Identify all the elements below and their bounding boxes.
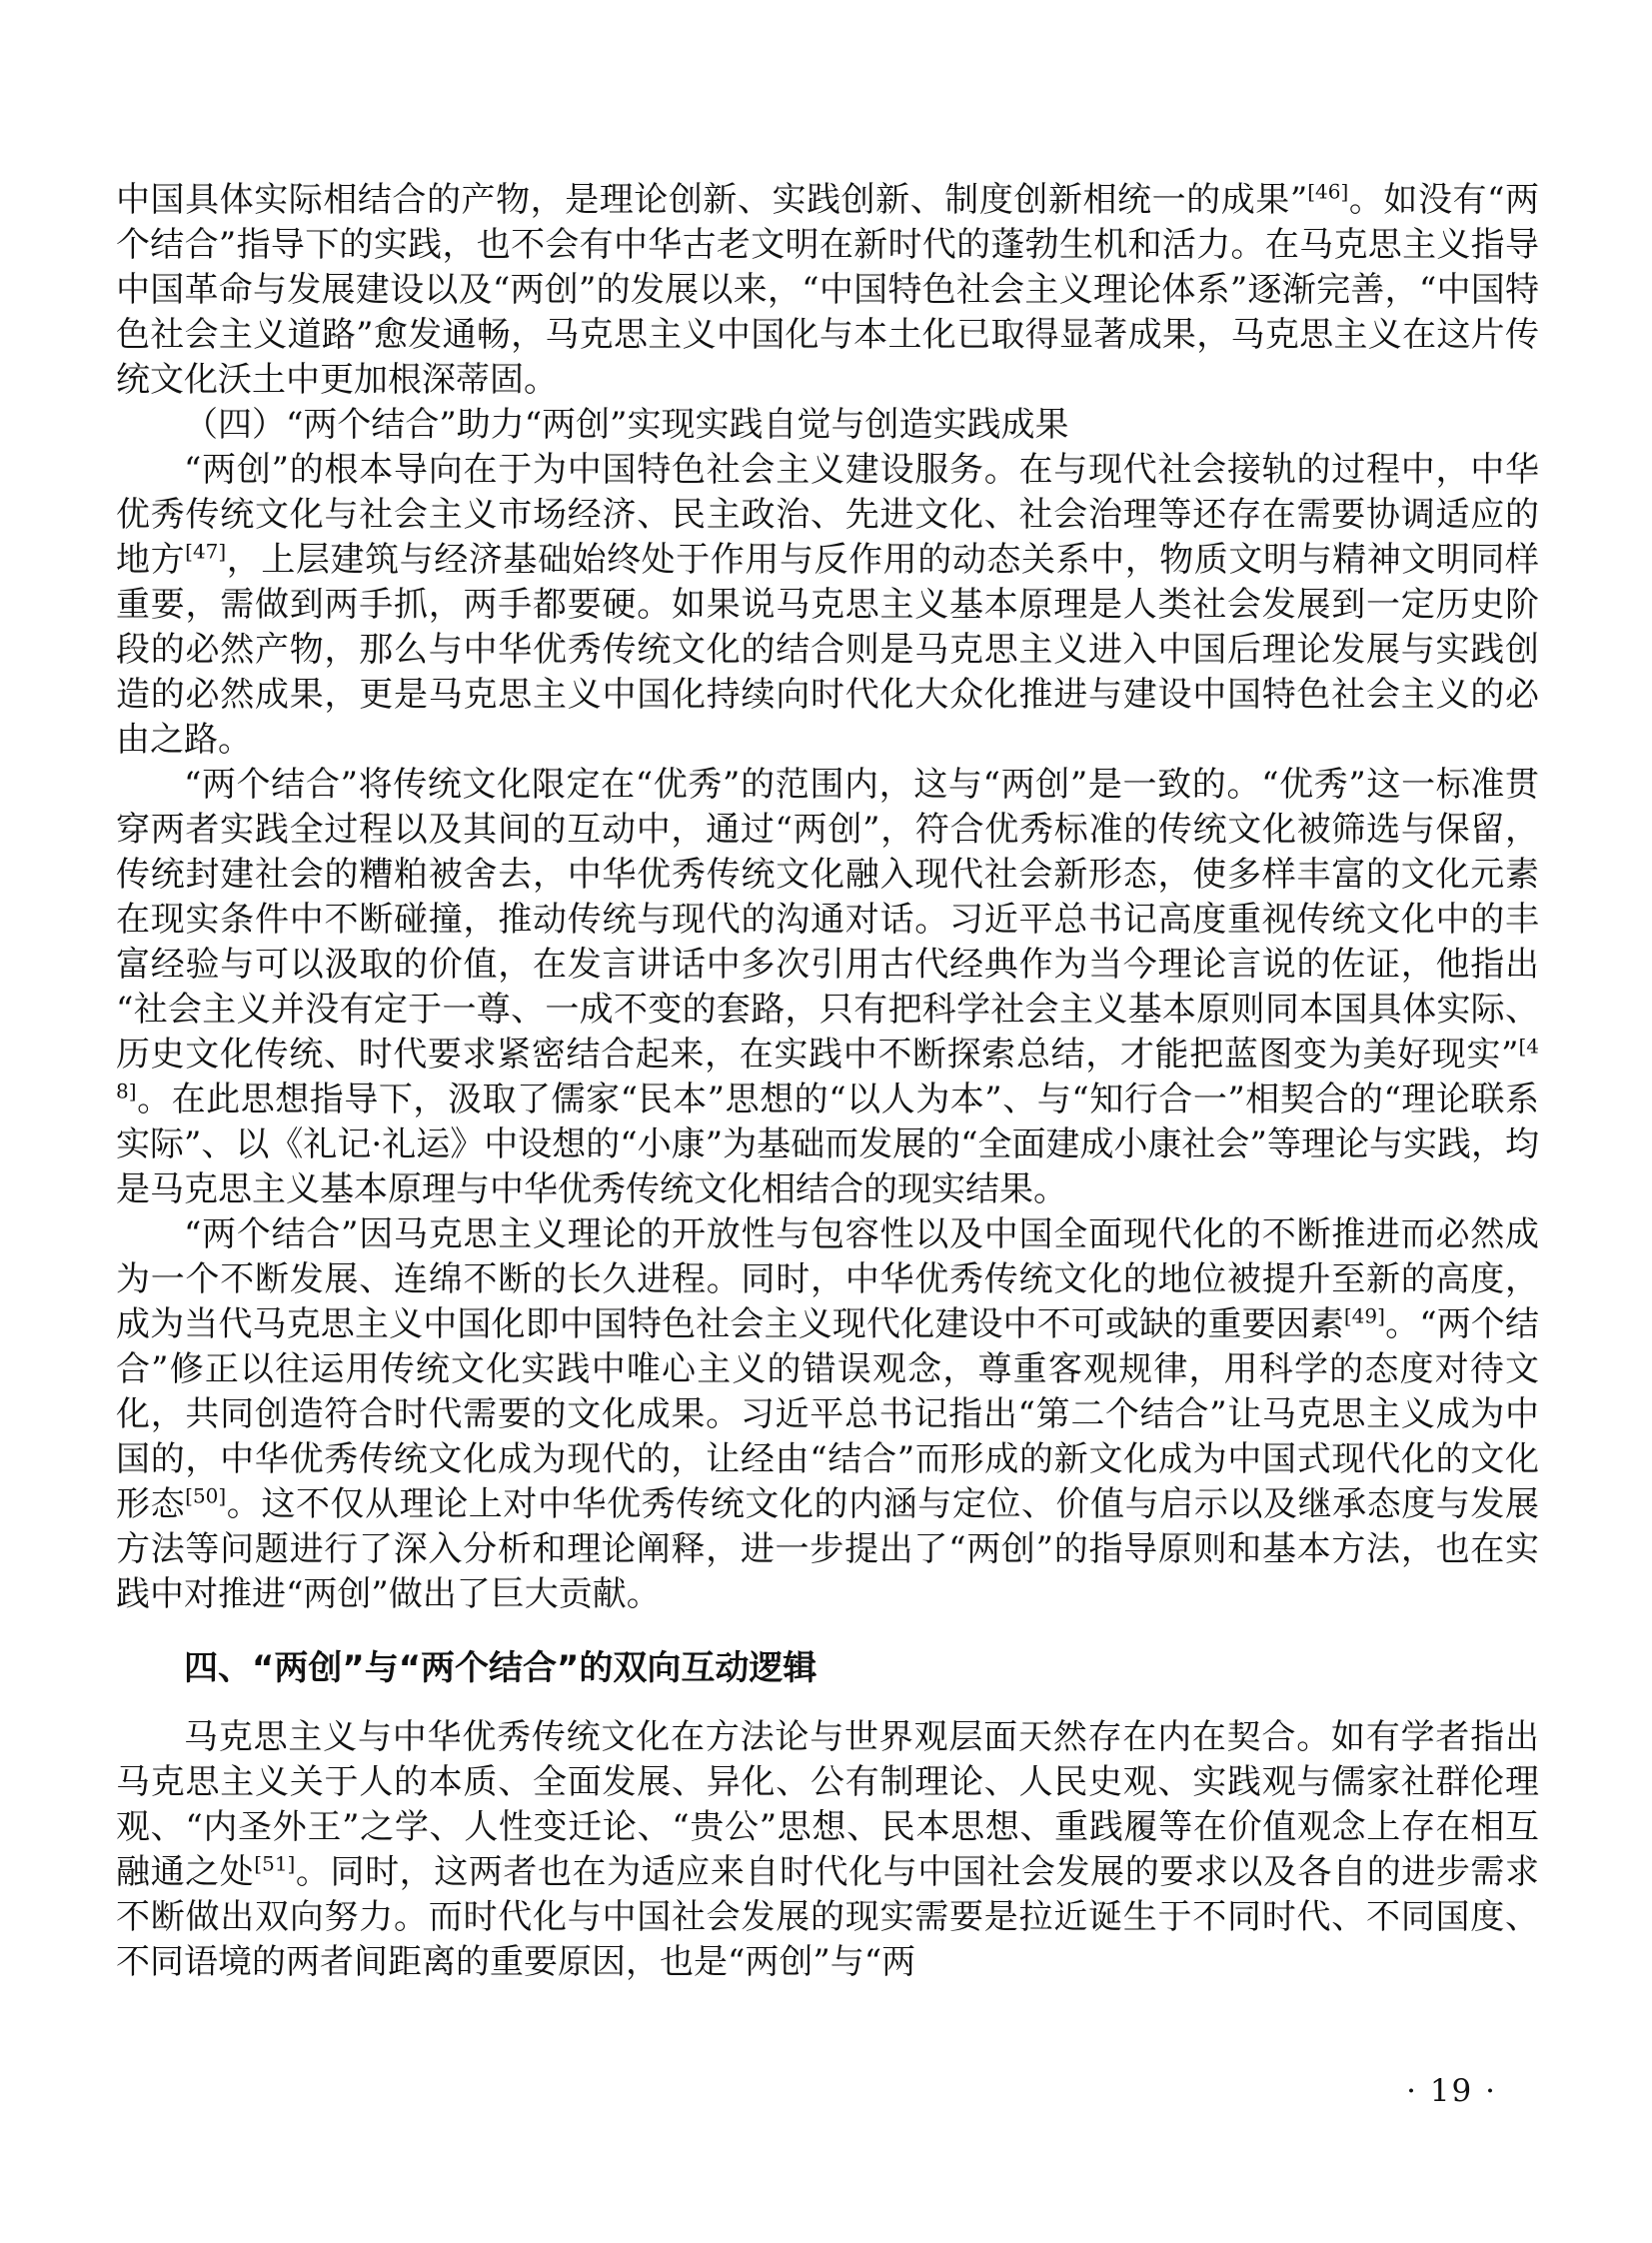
citation-ref: [48] <box>116 1034 1539 1104</box>
document-content <box>116 178 1539 1985</box>
body-paragraph: 马克思主义与中华优秀传统文化在方法论与世界观层面天然存在内在契合。如有学者指出马克思主义关于人的本质、全面发展、异化、公有制理论、人民史观、实践观与儒家社群伦理观、“内圣外王”之学、人性变迁论、“贵公”思想、民本思想、重践履等在价值观念上存在相互融通之处[51]。同时，这两者也在为适应来自时代化与中国社会发展的要求以及各自的进步需求不断做出双向努力。而时代化与中国社会发展的现实需要是拉近诞生于不同时代、不同国度、不同语境的两者间距离的重要原因，也是“两创”与“两 <box>116 1717 1540 1982</box>
body-paragraph: “两创”的根本导向在于为中国特色社会主义建设服务。在与现代社会接轨的过程中，中华优秀传统文化与社会主义市场经济、民主政治、先进文化、社会治理等还存在需要协调适应的地方[47]，上层建筑与经济基础始终处于作用与反作用的动态关系中，物质文明与精神文明同样重要，需做到两手抓，两手都要硬。如果说马克思主义基本原理是人类社会发展到一定历史阶段的必然产物，那么与中华优秀传统文化的结合则是马克思主义进入中国后理论发展与实践创造的必然成果，更是马克思主义中国化持续向时代化大众化推进与建设中国特色社会主义的必由之路。 <box>116 450 1540 760</box>
citation-ref: [50] <box>185 1483 227 1508</box>
citation-ref: [46] <box>1307 179 1349 204</box>
body-paragraph-continuation: 中国具体实际相结合的产物，是理论创新、实践创新、制度创新相统一的成果”[46]。如没有“两个结合”指导下的实践，也不会有中华古老文明在新时代的蓬勃生机和活力。在马克思主义指导中国革命与发展建设以及“两创”的发展以来，“中国特色社会主义理论体系”逐渐完善，“中国特色社会主义道路”愈发通畅，马克思主义中国化与本土化已取得显著成果，马克思主义在这片传统文化沃土中更加根深蒂固。 <box>116 179 1539 400</box>
body-paragraph: “两个结合”因马克思主义理论的开放性与包容性以及中国全面现代化的不断推进而必然成为一个不断发展、连绵不断的长久进程。同时，中华优秀传统文化的地位被提升至新的高度，成为当代马克思主义中国化即中国特色社会主义现代化建设中不可或缺的重要因素[49]。“两个结合”修正以往运用传统文化实践中唯心主义的错误观念，尊重客观规律，用科学的态度对待文化，共同创造符合时代需要的文化成果。习近平总书记指出“第二个结合”让马克思主义成为中国的，中华优秀传统文化成为现代的，让经由“结合”而形成的新文化成为中国式现代化的文化形态[50]。这不仅从理论上对中华优秀传统文化的内涵与定位、价值与启示以及继承态度与发展方法等问题进行了深入分析和理论阐释，进一步提出了“两创”的指导原则和基本方法，也在实践中对推进“两创”做出了巨大贡献。 <box>116 1214 1540 1614</box>
citation-ref: [49] <box>1343 1303 1385 1328</box>
subsection-heading-four: （四）“两个结合”助力“两创”实现实践自觉与创造实践成果 <box>184 405 1069 445</box>
section-heading-four: 四、“两创”与“两个结合”的双向互动逻辑 <box>184 1648 818 1688</box>
citation-ref: [51] <box>254 1851 296 1876</box>
body-paragraph: “两个结合”将传统文化限定在“优秀”的范围内，这与“两创”是一致的。“优秀”这一标准贯穿两者实践全过程以及其间的互动中，通过“两创”，符合优秀标准的传统文化被筛选与保留，传统封建社会的糟粕被舍去，中华优秀传统文化融入现代社会新形态，使多样丰富的文化元素在现实条件中不断碰撞，推动传统与现代的沟通对话。习近平总书记高度重视传统文化中的丰富经验与可以汲取的价值，在发言讲话中多次引用古代经典作为当今理论言说的佐证，他指出“社会主义并没有定于一尊、一成不变的套路，只有把科学社会主义基本原则同本国具体实际、历史文化传统、时代要求紧密结合起来，在实践中不断探索总结，才能把蓝图变为美好现实”[48]。在此思想指导下，汲取了儒家“民本”思想的“以人为本”、与“知行合一”相契合的“理论联系实际”、以《礼记·礼运》中设想的“小康”为基础而发展的“全面建成小康社会”等理论与实践，均是马克思主义基本原理与中华优秀传统文化相结合的现实结果。 <box>116 765 1539 1209</box>
page-number: · 19 · <box>1406 2073 1497 2109</box>
citation-ref: [47] <box>185 539 227 564</box>
